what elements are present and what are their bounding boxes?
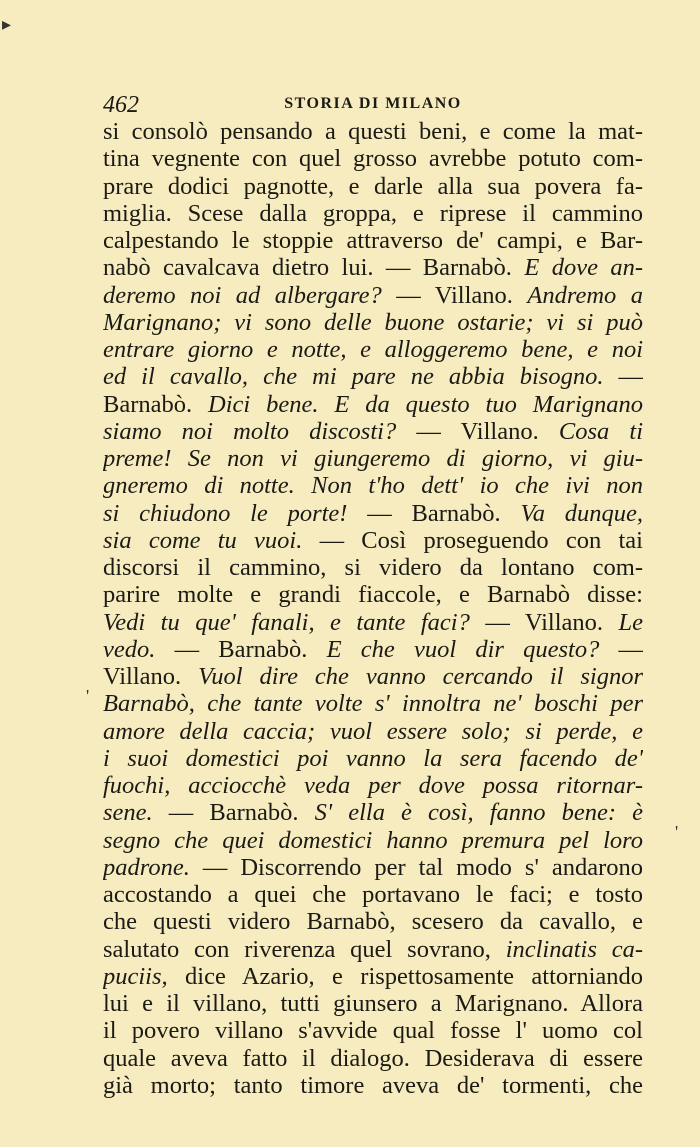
text-segment: — Villano. xyxy=(381,281,528,309)
text-segment: — Così proseguendo con tai xyxy=(302,526,643,554)
italic-segment: inclinatis ca- xyxy=(505,935,643,963)
text-segment: miglia. Scese dalla groppa, e riprese il cammino xyxy=(103,199,643,227)
italic-segment: Dici bene. E da questo tuo Marignano xyxy=(208,390,643,418)
text-segment: — Barnabò. xyxy=(152,799,315,827)
italic-segment: Vuol dire che vanno cercando il signor xyxy=(198,663,643,690)
text-line xyxy=(103,1017,643,1044)
margin-mark: ' xyxy=(86,686,90,706)
text-segment: — Villano. xyxy=(396,417,559,445)
body-text xyxy=(103,118,643,1099)
italic-segment: entrare giorno e notte, e alloggeremo bene, e noi xyxy=(103,336,643,363)
text-line xyxy=(103,227,643,254)
italic-segment: E che vuol dir questo? xyxy=(326,635,600,663)
text-line xyxy=(103,391,643,418)
italic-segment: Va dunque, xyxy=(520,499,643,527)
italic-segment: amore della caccia; vuol essere solo; si perde, e xyxy=(103,717,643,745)
text-segment: si consolò pensando a questi beni, e come la mat- xyxy=(103,118,643,145)
text-line xyxy=(103,445,643,472)
text-segment: salutato con riverenza quel sovrano, xyxy=(103,935,506,963)
text-line xyxy=(103,472,643,499)
text-line xyxy=(103,990,643,1017)
text-line xyxy=(103,936,643,963)
italic-segment: Marignano; vi sono delle buone ostarie; vi si può xyxy=(103,308,643,336)
text-line xyxy=(103,581,643,608)
text-line xyxy=(103,745,643,772)
italic-segment: Vedi tu que' fanali, e tante faci? xyxy=(103,608,470,636)
text-line xyxy=(103,254,643,281)
text-line xyxy=(103,690,643,717)
text-line xyxy=(103,527,643,554)
text-line xyxy=(103,173,643,200)
running-head: STORIA DI MILANO xyxy=(284,95,462,112)
text-line xyxy=(103,963,643,990)
text-line xyxy=(103,336,643,363)
margin-mark: ▸ xyxy=(2,14,12,34)
text-line xyxy=(103,200,643,227)
text-segment: Barnabò. xyxy=(103,390,209,418)
text-line xyxy=(103,309,643,336)
text-line xyxy=(103,908,643,935)
text-line xyxy=(103,282,643,309)
italic-segment: Cosa ti xyxy=(558,417,643,445)
text-line xyxy=(103,854,643,881)
italic-segment: Le xyxy=(618,608,643,636)
text-segment: — Villano. xyxy=(469,608,619,636)
italic-segment: sene. xyxy=(103,799,153,827)
margin-mark: ' xyxy=(675,822,679,842)
text-line xyxy=(103,554,643,581)
text-segment: già morto; tanto timore aveva de' tormenti, che xyxy=(103,1071,643,1099)
italic-segment: sia come tu vuoi. xyxy=(103,526,303,554)
italic-segment: gneremo di notte. Non t'ho dett' io che ivi non xyxy=(103,472,643,500)
text-line xyxy=(103,799,643,826)
text-line xyxy=(103,363,643,390)
text-segment: quale aveva fatto il dialogo. Desiderava di essere xyxy=(103,1044,643,1072)
italic-segment: ed il cavallo, che mi pare ne abbia bisogno. xyxy=(103,363,604,391)
text-line xyxy=(103,772,643,799)
italic-segment: Andremo a xyxy=(527,281,643,309)
text-line xyxy=(103,1045,643,1072)
italic-segment: Barnabò, che tante volte s' innoltra ne' boschi per xyxy=(103,690,643,718)
text-line xyxy=(103,881,643,908)
text-segment: calpestando le stoppie attraverso de' campi, e Bar- xyxy=(103,227,643,254)
text-segment: lui e il villano, tutti giunsero a Marignano. Allora xyxy=(103,990,643,1017)
page-header xyxy=(103,92,643,118)
text-segment: nabò cavalcava dietro lui. — Barnabò. xyxy=(103,254,525,282)
italic-segment: E dove an- xyxy=(524,254,643,282)
text-line xyxy=(103,636,643,663)
text-line xyxy=(103,1072,643,1099)
text-segment: tina vegnente con quel grosso avrebbe potuto com- xyxy=(103,145,643,173)
text-segment: che questi videro Barnabò, scesero da cavallo, e xyxy=(103,908,643,936)
text-line xyxy=(103,663,643,690)
text-segment: accostando a quei che portavano le faci; e tosto xyxy=(103,881,643,908)
text-segment: — Discorrendo per tal modo s' andarono xyxy=(189,853,643,881)
italic-segment: segno che quei domestici hanno premura pel loro xyxy=(103,826,643,854)
italic-segment: padrone. xyxy=(103,853,190,881)
italic-segment: siamo noi molto discosti? xyxy=(103,417,397,445)
text-segment: dice Azario, e rispettosamente attorniando xyxy=(167,962,643,990)
text-segment: discorsi il cammino, si videro da lontano com- xyxy=(103,554,643,581)
italic-segment: deremo noi ad albergare? xyxy=(103,281,382,309)
text-segment: — xyxy=(599,635,643,663)
italic-segment: i suoi domestici poi vanno la sera facendo de' xyxy=(103,744,643,772)
text-segment: — xyxy=(603,363,643,391)
italic-segment: preme! Se non vi giungeremo di giorno, vi giu- xyxy=(103,445,643,472)
text-segment: parire molte e grandi fiaccole, e Barnabò disse: xyxy=(103,581,643,609)
text-line xyxy=(103,418,643,445)
italic-segment: S' ella è così, fanno bene: è xyxy=(314,799,643,827)
text-segment: — Barnabò. xyxy=(155,635,327,663)
italic-segment: vedo. xyxy=(103,635,156,663)
italic-segment: si chiudono le porte! xyxy=(103,499,348,527)
italic-segment: fuochi, acciocchè veda per dove possa ritornar- xyxy=(103,772,643,799)
text-segment: — Barnabò. xyxy=(347,499,521,527)
text-line xyxy=(103,145,643,172)
text-line xyxy=(103,609,643,636)
text-segment: Villano. xyxy=(103,663,199,690)
text-segment: prare dodici pagnotte, e darle alla sua povera fa- xyxy=(103,172,643,200)
text-segment: il povero villano s'avvide qual fosse l' uomo col xyxy=(103,1017,643,1045)
italic-segment: puciis, xyxy=(103,962,168,990)
text-line xyxy=(103,827,643,854)
text-line xyxy=(103,500,643,527)
page-number: 462 xyxy=(103,92,139,118)
text-line xyxy=(103,118,643,145)
text-line xyxy=(103,718,643,745)
